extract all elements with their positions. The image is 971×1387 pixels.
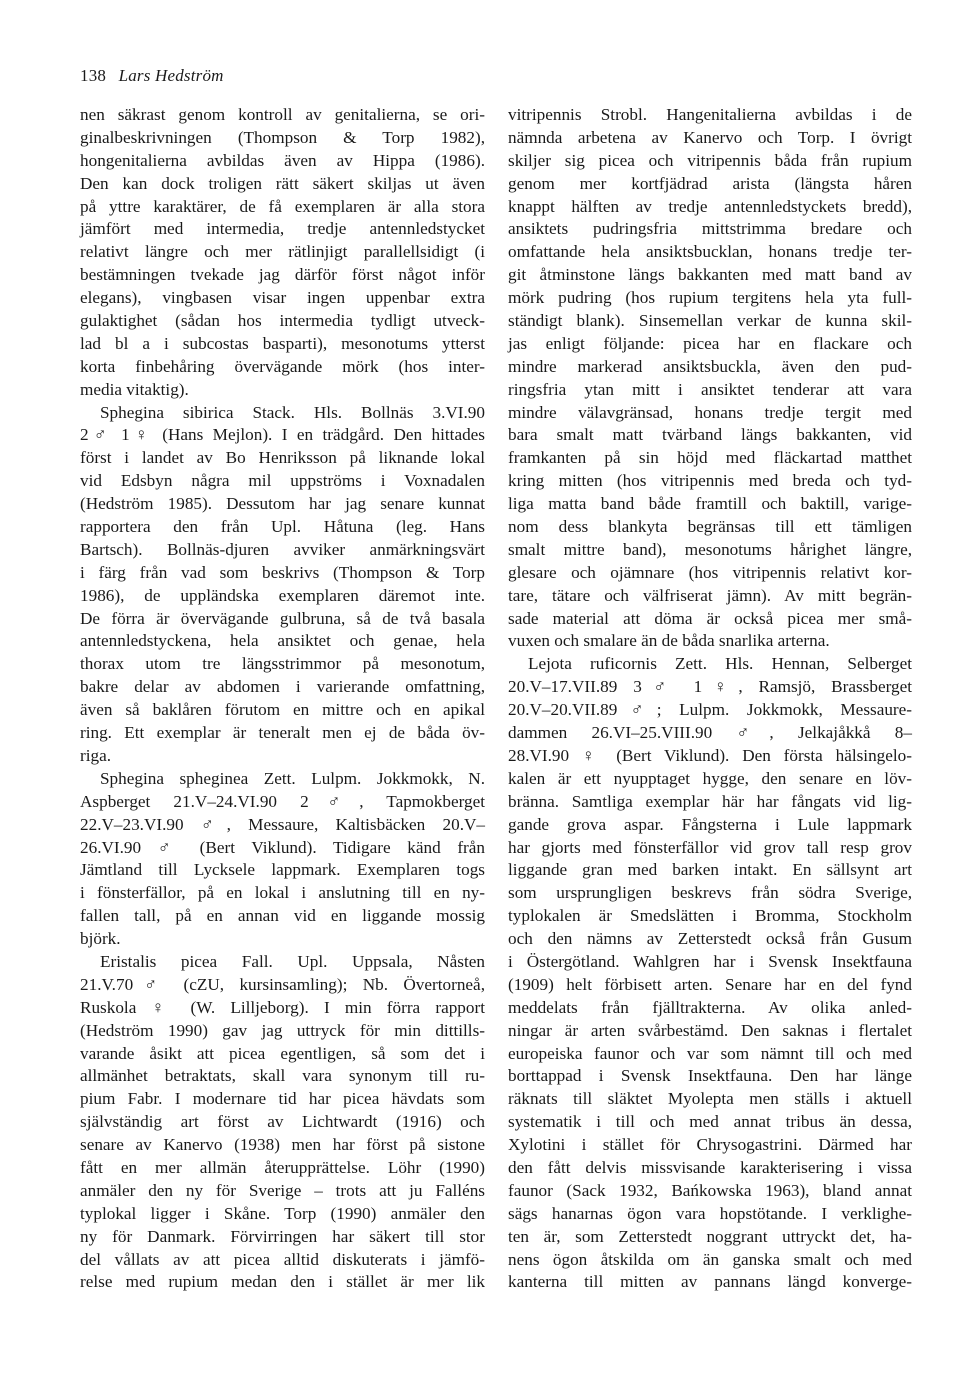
text-line: ny för Danmark. Förvirringen har säkert till stor: [80, 1226, 485, 1246]
text-line: borttappad i Svensk Insektfauna. Den har länge: [508, 1066, 912, 1086]
page-number: 138: [80, 66, 107, 85]
text-line: smalt mittre band), mesonotums hårighet längre,: [508, 539, 912, 559]
text-line: kalen är ett nyupptaget hygge, den senare en löv-: [508, 768, 912, 788]
text-line: pium Fabr. I modernare tid har picea hävdats som: [80, 1089, 485, 1109]
text-line: Aspberget 21.V–24.VI.90 2♂, Tapmokberget: [80, 791, 485, 811]
text-line: kring mitten (hos vitripennis med breda och tyd-: [508, 471, 912, 491]
text-line: relse med rupium medan den i stället är mer lik: [80, 1272, 485, 1292]
text-line: nen säkrast genom kontroll av genitalierna, se ori-: [80, 105, 485, 124]
text-line: sägs hanarnas ögon vara hopstötande. I verklighe-: [508, 1203, 912, 1223]
text-line: relativt längre och mer rätlinjigt parallellsidigt (i: [80, 242, 485, 262]
text-line: bara smalt matt tvärband längs bakkanten, vid: [508, 425, 912, 445]
text-line: Jämtland till Lycksele lappmark. Exemplaren togs: [80, 860, 485, 880]
text-line: Sphegina spheginea Zett. Lulpm. Jokkmokk, N.: [100, 768, 485, 788]
text-line: mindre välavgränsad, honans tredje tergit med: [508, 402, 912, 422]
text-line: knappt hälften av tredje antennledstyckets bredd),: [508, 196, 912, 216]
text-line: Xylotini i stället för Chrysogastrini. Därmed har: [508, 1135, 912, 1155]
text-line: har gjorts med fönsterfällor vid grov tall resp grov: [508, 837, 912, 857]
text-line: lad bl a i subcostas basparti), mesonotums ytterst: [80, 333, 485, 353]
text-line: riga.: [80, 745, 112, 765]
text-line: De förra är övervägande gulbruna, så de två basala: [80, 608, 485, 628]
text-line: media vitaktig).: [80, 379, 189, 399]
text-line: ansiktets pudringsfria mittstrimma bredare och: [508, 219, 912, 239]
text-line: 21.V.70♂ (cZU, kursinsamling); Nb. Övertorneå,: [80, 974, 485, 994]
text-line: på yttre karaktärer, de få exemplaren är alla stora: [80, 196, 485, 216]
text-line: gande grova aspar. Fångsterna i Lule lappmark: [508, 814, 912, 834]
text-line: björk.: [80, 929, 121, 949]
text-line: Lejota ruficornis Zett. Hls. Hennan, Selberget: [528, 654, 912, 674]
text-line: mörk pudring (hos rupium tergitens hela yta full-: [508, 288, 912, 308]
text-line: självständig art först av Lichtwardt (1916) och: [80, 1112, 485, 1132]
text-line: jämfört med intermedia, tredje antennledstycket: [80, 219, 485, 239]
text-line: typlokal ligger i Skåne. Torp (1990) anmäler den: [80, 1203, 485, 1223]
text-line: liggande gran med barken intakt. En sällsynt art: [508, 860, 912, 880]
text-line: jas enligt följande: picea har en flackare och: [508, 333, 912, 353]
text-line: sade material att döma är också picea mer små-: [508, 608, 912, 628]
text-line: europeiska faunor och var som nämnt till och med: [508, 1043, 912, 1063]
text-line: systematik i till och med annat tribus än dessa,: [508, 1112, 912, 1132]
text-line: korta finbehåring övervägande mörk (hos inter-: [80, 356, 485, 376]
text-line: faunor (Sack 1932, Bańkowska 1963), bland annat: [508, 1180, 912, 1200]
text-line: varande åsikt att picea egentligen, så som det i: [80, 1043, 485, 1063]
text-line: mindre markerad ansiktsbuckla, även den pud-: [508, 356, 912, 376]
text-line: ningar är arten svårbestämd. Den saknas i flertalet: [508, 1020, 912, 1040]
text-line: nom dess blankyta begränsas till ett tämligen: [508, 517, 912, 537]
text-line: i färg från vad som beskrivs (Thompson & Torp: [80, 562, 485, 582]
text-line: ständigt blank). Sinsemellan verkar de kunna skil-: [508, 311, 912, 331]
text-line: git åtminstone längs bakkanten med matt band av: [508, 265, 912, 285]
text-line: ginalbeskrivningen (Thompson & Torp 1982),: [80, 127, 485, 147]
text-line: anmäler den ny för Sverige – trots att ju Falléns: [80, 1180, 485, 1200]
text-line: kanterna till mitten av pannans längd konverge-: [508, 1272, 912, 1292]
text-line: del vållats av att picea alltid diskuterats i jämfö-: [80, 1249, 485, 1269]
text-line: skiljer sig picea och vitripennis båda från rupium: [508, 150, 912, 170]
text-line: allmänhet betraktats, skall vara synonym till ru-: [80, 1066, 485, 1086]
text-line: liga matta band både framtill och baktill, varige-: [508, 494, 912, 514]
text-line: elegans), vingbasen visar ingen uppenbar extra: [80, 288, 485, 308]
text-line: först i landet av Bo Henriksson på liknande lokal: [80, 448, 485, 468]
text-line: gulaktighet (sådan hos intermedia tydligt utveck-: [80, 311, 485, 331]
text-line: bakre delar av abdomen i varierande omfattning,: [80, 677, 485, 697]
text-line: nämnda arbetena av Kanervo och Torp. I övrigt: [508, 127, 912, 147]
text-line: antennledstyckena, hela ansiktet och genae, hela: [80, 631, 485, 651]
text-line: bränna. Samtliga exemplar här har fångats vid lig-: [508, 791, 912, 811]
text-line: vid Edsbyn några mil uppströms i Voxnadalen: [80, 471, 485, 491]
text-line: (Hedström 1990) gav jag uttryck för min dittills-: [80, 1020, 485, 1040]
text-line: senare av Kanervo (1938) men har först på sistone: [80, 1135, 485, 1155]
text-line: genom mer kortfjädrad arista (längsta håren: [508, 173, 912, 193]
text-line: fått en mer allmän återupprättelse. Löhr (1990): [80, 1157, 485, 1177]
text-line: i fönsterfällor, på en lokal i anslutning till en ny-: [80, 883, 485, 903]
text-line: den fått delvis missvisande karakterisering i vissa: [508, 1157, 912, 1177]
text-line: (Hedström 1985). Dessutom har jag senare kunnat: [80, 494, 485, 514]
text-line: ring. Ett exemplar är teneralt men ej de båda öv-: [80, 723, 485, 743]
text-line: 20.V–17.VII.89 3♂ 1♀, Ramsjö, Brassberget: [508, 677, 912, 697]
text-line: ringsfria ytan mitt i ansiktet tenderar att vara: [508, 379, 912, 399]
text-line: 2♂ 1♀ (Hans Mejlon). I en trädgård. Den hittades: [80, 425, 485, 445]
text-line: omfattande hela ansiktsbucklan, honans tredje ter-: [508, 242, 912, 262]
text-line: meddelats från fjälltrakterna. Av olika anled-: [508, 997, 912, 1017]
text-line: 28.VI.90 ♀ (Bert Viklund). Den första hälsingelo-: [508, 745, 912, 765]
text-line: thorax utom tre längsstrimmor på mesonotum,: [80, 654, 485, 674]
text-line: 22.V–23.VI.90 ♂, Messaure, Kaltisbäcken 20.V–: [80, 814, 485, 834]
text-line: hongenitalierna avbildas även av Hippa (1986).: [80, 150, 485, 170]
text-line: Den kan dock troligen rätt säkert skiljas ut även: [80, 173, 485, 193]
text-line: Eristalis picea Fall. Upl. Uppsala, Nåsten: [100, 951, 485, 971]
text-line: Bartsch). Bollnäs-djuren avviker anmärkningsvärt: [80, 539, 485, 559]
text-line: i Östergötland. Wahlgren har i Svensk Insektfauna: [508, 951, 912, 971]
text-line: även så baklåren förutom en mittre och en apikal: [80, 700, 485, 720]
text-line: 26.VI.90 ♂ (Bert Viklund). Tidigare känd från: [80, 837, 485, 857]
text-line: nens ögon åtskilda om än ganska smalt och med: [508, 1249, 912, 1269]
text-line: och den nämns av Zetterstedt också från Gusum: [508, 929, 912, 949]
text-line: 20.V–20.VII.89♂; Lulpm. Jokkmokk, Messaure-: [508, 700, 912, 720]
text-line: framkanten på sin höjd med fläckartad matthet: [508, 448, 912, 468]
text-line: rapportera den från Upl. Håtuna (leg. Hans: [80, 517, 485, 537]
text-line: räknats till släktet Myolepta men ställs i aktuell: [508, 1089, 912, 1109]
text-line: bestämningen tvekade jag därför först något inför: [80, 265, 485, 285]
text-line: vitripennis Strobl. Hangenitalierna avbildas i de: [508, 105, 912, 124]
right-column: [508, 104, 912, 1294]
text-line: Ruskola ♀ (W. Lilljeborg). I min förra rapport: [80, 997, 485, 1017]
text-line: typlokalen är Smedslätten i Bromma, Stockholm: [508, 906, 912, 926]
running-header: [80, 66, 224, 86]
text-line: tare, tätare och välfriserat jämn). Av mitt begrän-: [508, 585, 912, 605]
text-line: fallen tall, på en annan vid en liggande mossig: [80, 906, 485, 926]
text-line: som ursprungligen beskrevs från södra Sverige,: [508, 883, 912, 903]
text-line: (1909) helt förbisett arten. Senare har en del fynd: [508, 974, 912, 994]
text-line: glesare och ojämnare (hos vitripennis relativt kor-: [508, 562, 912, 582]
text-line: vuxen och smalare än de båda snarlika arterna.: [508, 631, 830, 651]
text-line: dammen 26.VI–25.VIII.90 ♂, Jelkajåkkå 8–: [508, 723, 912, 743]
left-column: [80, 104, 485, 1294]
running-author: Lars Hedström: [118, 66, 224, 85]
text-line: Sphegina sibirica Stack. Hls. Bollnäs 3.VI.90: [100, 402, 485, 422]
text-line: 1986), de uppländska exemplaren däremot inte.: [80, 585, 485, 605]
text-line: ten är, som Zetterstedt noggrant uttryckt det, ha-: [508, 1226, 912, 1246]
